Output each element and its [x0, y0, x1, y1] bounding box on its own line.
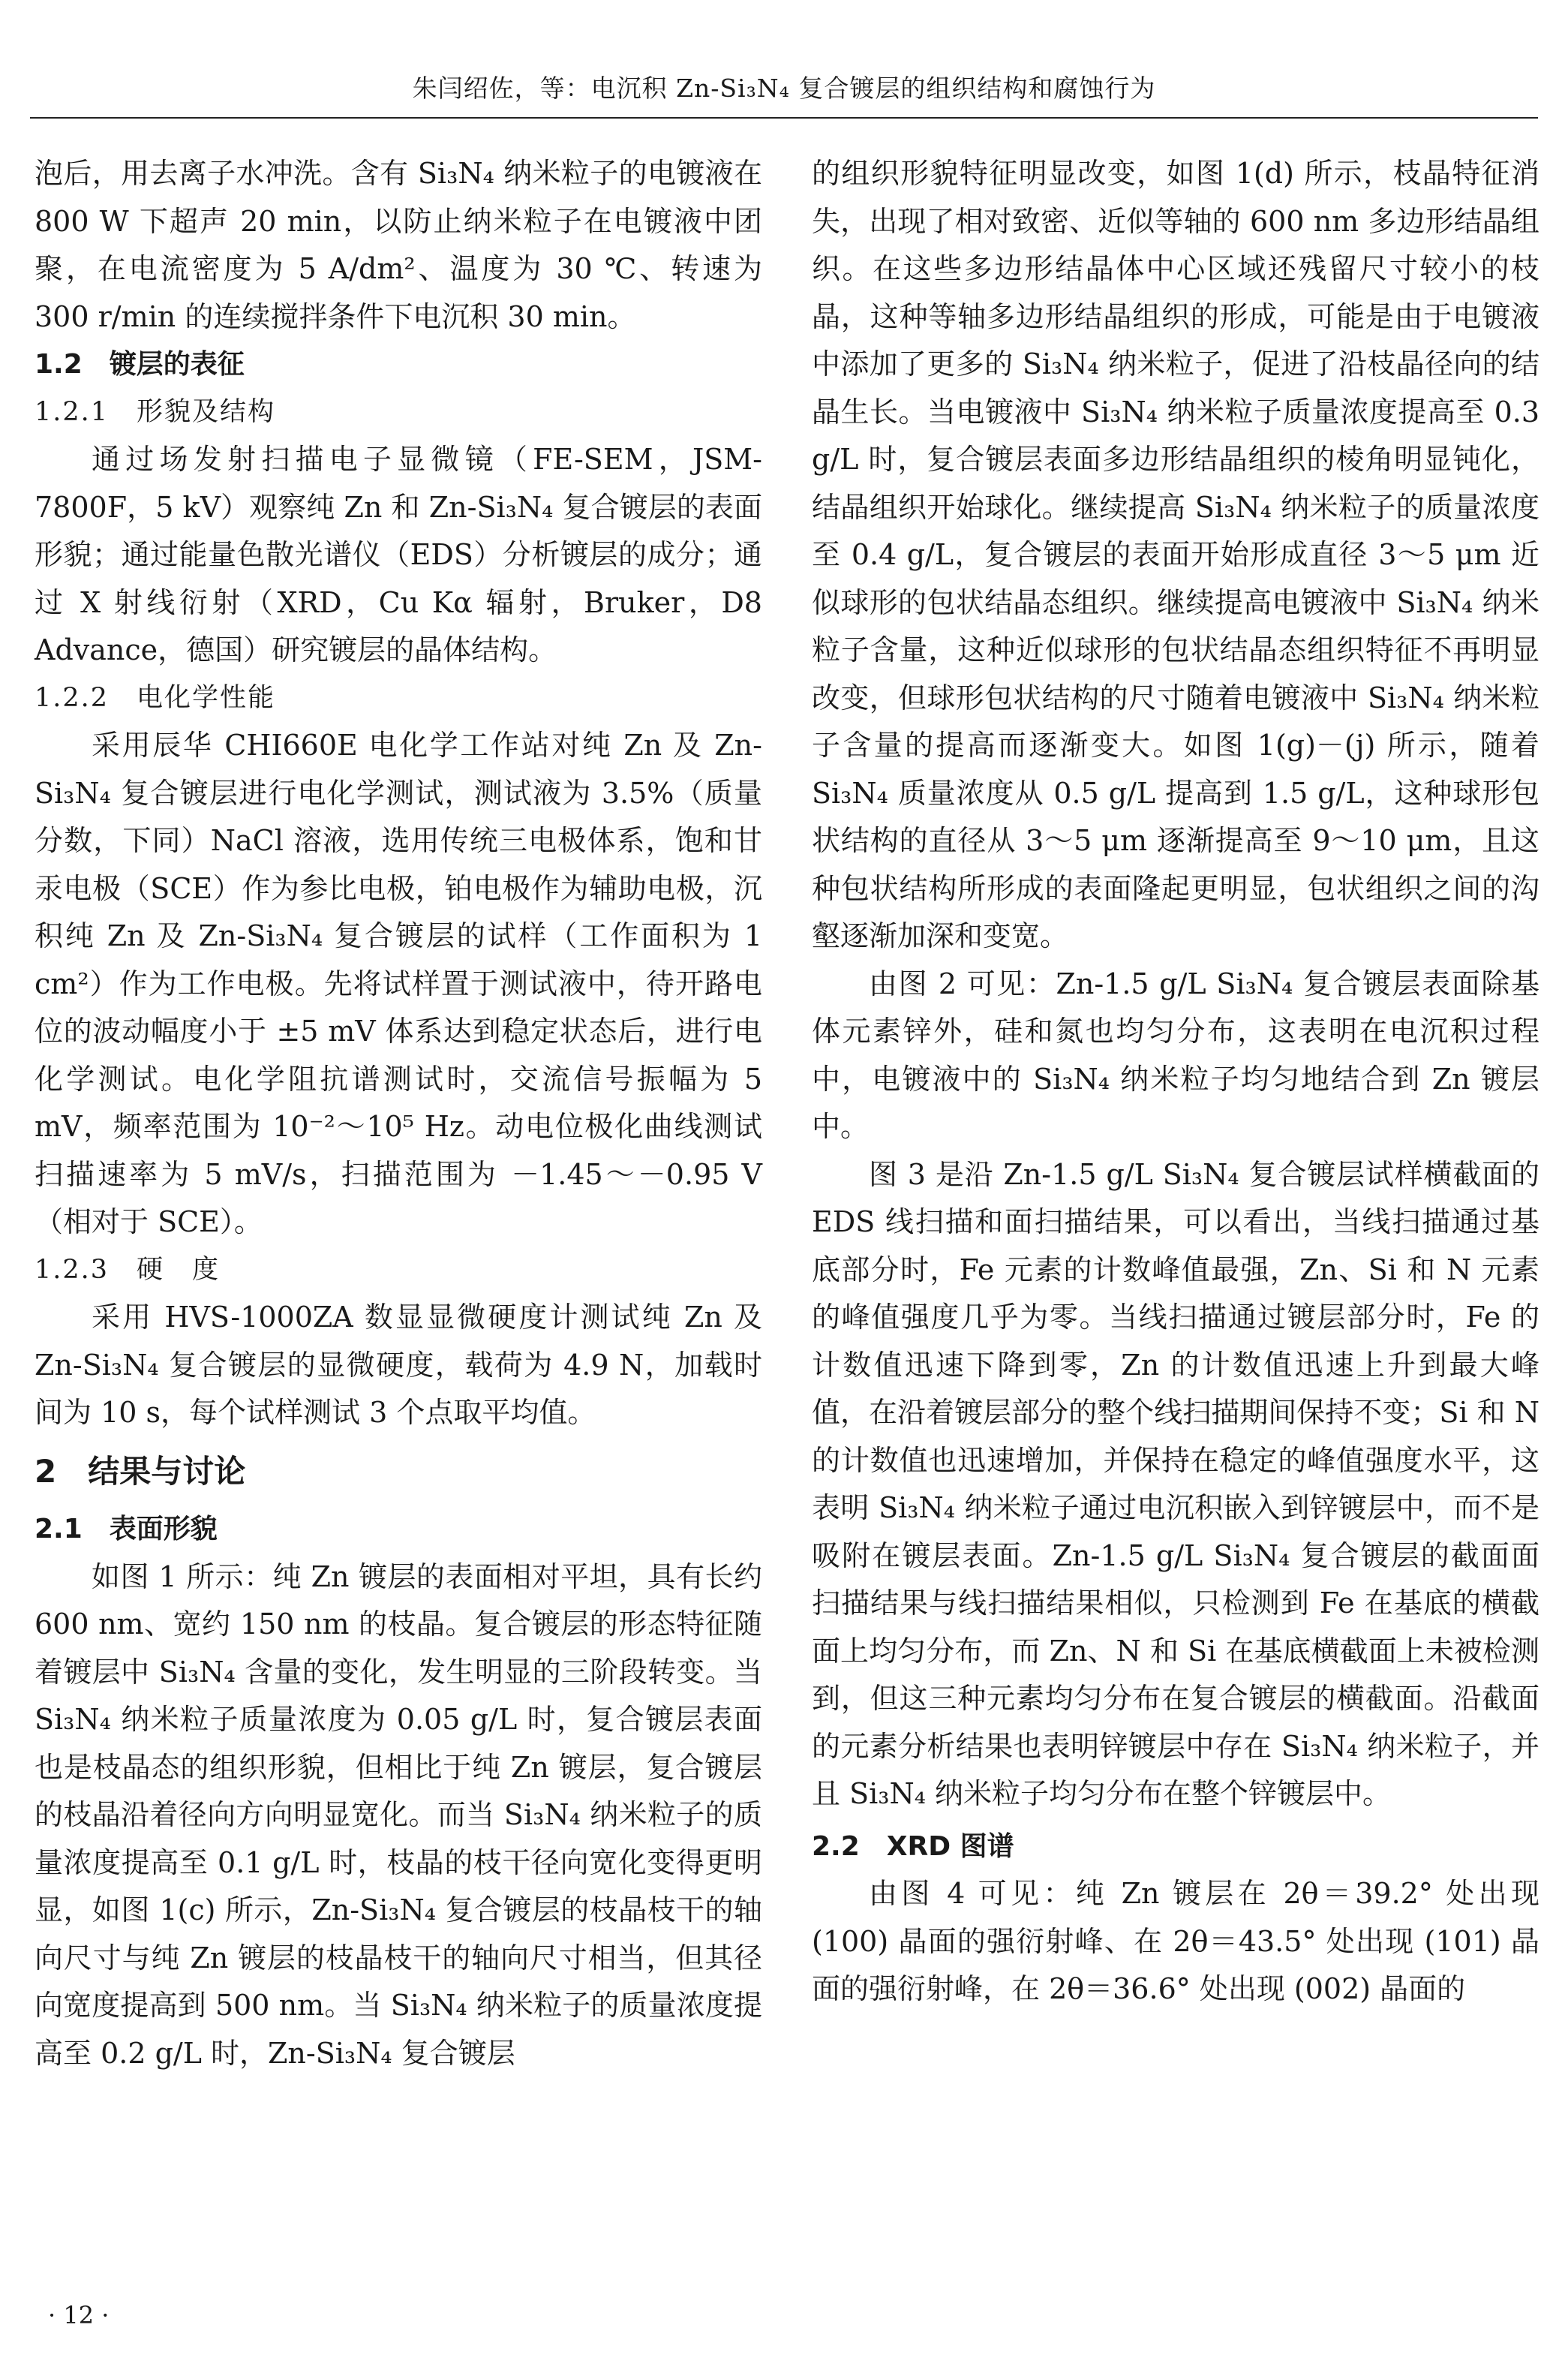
page-number: · 12 · [48, 2301, 110, 2329]
subsection-heading-1-2-2: 1.2.2 电化学性能 [35, 682, 276, 713]
paragraph: 的组织形貌特征明显改变，如图 1(d) 所示，枝晶特征消失，出现了相对致密、近似等轴的 600 nm 多边形结晶组织。在这些多边形结晶体中心区域还残留尺寸较小的枝晶，这种等轴多边形结晶组织的形成，可能是由于电镀液中添加了更多的 Si₃N₄ 纳米粒子，促进了沿枝晶径向的结晶生长。当电镀液中 Si₃N₄ 纳米粒子质量浓度提高至 0.3 g/L 时，复合镀层表面多边形结晶组织的棱角明显钝化，结晶组织开始球化。继续提高 Si₃N₄ 纳米粒子的质量浓度至 0.4 g/L，复合镀层的表面开始形成直径 3～5 μm 近似球形的包状结晶态组织。继续提高电镀液中 Si₃N₄ 纳米粒子含量，这种近似球形的包状结晶态组织特征不再明显改变，但球形包状结构的尺寸随着电镀液中 Si₃N₄ 纳米粒子含量的提高而逐渐变大。如图 1(g)－(j) 所示，随着 Si₃N₄ 质量浓度从 0.5 g/L 提高到 1.5 g/L，这种球形包状结构的直径从 3～5 μm 逐渐提高至 9～10 μm，且这种包状结构所形成的表面隆起更明显，包状组织之间的沟壑逐渐加深和变宽。 [812, 157, 1539, 952]
paragraph: 通过场发射扫描电子显微镜（FE-SEM，JSM-7800F，5 kV）观察纯 Zn 和 Zn-Si₃N₄ 复合镀层的表面形貌；通过能量色散光谱仪（EDS）分析镀层的成分；通过 X 射线衍射（XRD，Cu Kα 辐射，Bruker，D8 Advance，德国）研究镀层的晶体结构。 [35, 443, 762, 666]
running-header: 朱闫绍佐，等：电沉积 Zn-Si₃N₄ 复合镀层的组织结构和腐蚀行为 [412, 74, 1156, 103]
section-heading-2: 2 结果与讨论 [35, 1452, 246, 1490]
paragraph: 泡后，用去离子水冲洗。含有 Si₃N₄ 纳米粒子的电镀液在 800 W 下超声 20 min，以防止纳米粒子在电镀液中团聚，在电流密度为 5 A/dm²、温度为 30 ℃、转速为 300 r/min 的连续搅拌条件下电沉积 30 min。 [35, 157, 762, 333]
section-heading-2-2: 2.2 XRD 图谱 [812, 1830, 1014, 1862]
paragraph: 由图 4 可见：纯 Zn 镀层在 2θ＝39.2° 处出现 (100) 晶面的强衍射峰、在 2θ＝43.5° 处出现 (101) 晶面的强衍射峰，在 2θ＝36.6° 处出现 (002) 晶面的 [812, 1877, 1539, 2005]
header-divider [30, 117, 1538, 119]
paragraph: 采用辰华 CHI660E 电化学工作站对纯 Zn 及 Zn-Si₃N₄ 复合镀层进行电化学测试，测试液为 3.5%（质量分数，下同）NaCl 溶液，选用传统三电极体系，饱和甘汞电极（SCE）作为参比电极，铂电极作为辅助电极，沉积纯 Zn 及 Zn-Si₃N₄ 复合镀层的试样（工作面积为 1 cm²）作为工作电极。先将试样置于测试液中，待开路电位的波动幅度小于 ±5 mV 体系达到稳定状态后，进行电化学测试。电化学阻抗谱测试时，交流信号振幅为 5 mV，频率范围为 10⁻²～10⁵ Hz。动电位极化曲线测试扫描速率为 5 mV/s，扫描范围为 －1.45～－0.95 V（相对于 SCE）。 [35, 729, 762, 1238]
subsection-heading-1-2-1: 1.2.1 形貌及结构 [35, 396, 276, 427]
section-heading-1-2: 1.2 镀层的表征 [35, 349, 245, 380]
left-column [35, 150, 762, 2077]
paragraph: 由图 2 可见：Zn-1.5 g/L Si₃N₄ 复合镀层表面除基体元素锌外，硅和氮也均匀分布，这表明在电沉积过程中，电镀液中的 Si₃N₄ 纳米粒子均匀地结合到 Zn 镀层中。 [812, 967, 1539, 1143]
subsection-heading-1-2-3: 1.2.3 硬 度 [35, 1254, 221, 1285]
paragraph: 采用 HVS-1000ZA 数显显微硬度计测试纯 Zn 及 Zn-Si₃N₄ 复合镀层的显微硬度，载荷为 4.9 N，加载时间为 10 s，每个试样测试 3 个点取平均值。 [35, 1301, 762, 1429]
right-column [812, 150, 1539, 2014]
section-heading-2-1: 2.1 表面形貌 [35, 1514, 218, 1544]
paragraph: 图 3 是沿 Zn-1.5 g/L Si₃N₄ 复合镀层试样横截面的 EDS 线扫描和面扫描结果，可以看出，当线扫描通过基底部分时，Fe 元素的计数峰值最强，Zn、Si 和 N 元素的峰值强度几乎为零。当线扫描通过镀层部分时，Fe 的计数值迅速下降到零，Zn 的计数值迅速上升到最大峰值，在沿着镀层部分的整个线扫描期间保持不变；Si 和 N 的计数值也迅速增加，并保持在稳定的峰值强度水平，这表明 Si₃N₄ 纳米粒子通过电沉积嵌入到锌镀层中，而不是吸附在镀层表面。Zn-1.5 g/L Si₃N₄ 复合镀层的截面面扫描结果与线扫描结果相似，只检测到 Fe 在基底的横截面上均匀分布，而 Zn、N 和 Si 在基底横截面上未被检测到，但这三种元素均匀分布在复合镀层的横截面。沿截面的元素分析结果也表明锌镀层中存在 Si₃N₄ 纳米粒子，并且 Si₃N₄ 纳米粒子均匀分布在整个锌镀层中。 [812, 1157, 1539, 1810]
paragraph: 如图 1 所示：纯 Zn 镀层的表面相对平坦，具有长约 600 nm、宽约 150 nm 的枝晶。复合镀层的形态特征随着镀层中 Si₃N₄ 含量的变化，发生明显的三阶段转变。当 Si₃N₄ 纳米粒子质量浓度为 0.05 g/L 时，复合镀层表面也是枝晶态的组织形貌，但相比于纯 Zn 镀层，复合镀层的枝晶沿着径向方向明显宽化。而当 Si₃N₄ 纳米粒子的质量浓度提高至 0.1 g/L 时，枝晶的枝干径向宽化变得更明显，如图 1(c) 所示，Zn-Si₃N₄ 复合镀层的枝晶枝干的轴向尺寸与纯 Zn 镀层的枝晶枝干的轴向尺寸相当，但其径向宽度提高到 500 nm。当 Si₃N₄ 纳米粒子的质量浓度提高至 0.2 g/L 时，Zn-Si₃N₄ 复合镀层 [35, 1559, 762, 2070]
